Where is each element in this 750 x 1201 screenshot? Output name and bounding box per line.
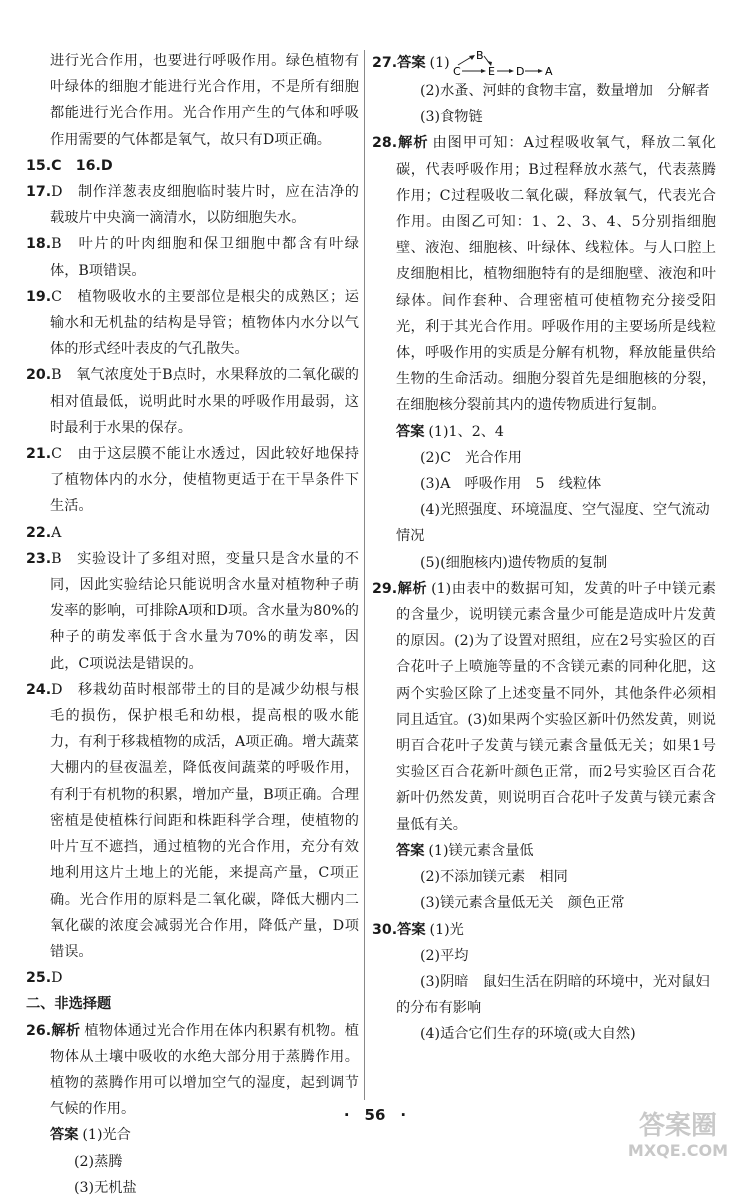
q28-answer-5: (5)(细胞核内)遗传物质的复制 — [420, 554, 608, 571]
q30-answer-4: (4)适合它们生存的环境(或大自然) — [420, 1026, 636, 1043]
q15-16-text: 15.C 16.D — [26, 157, 113, 174]
q20-text: B 氧气浓度处于B点时，水果释放的二氧化碳的相对值最低，说明此时水果的呼吸作用最弱，这时最利于水果的保存。 — [50, 367, 359, 436]
column-divider — [364, 50, 365, 1100]
q17-text: D 制作洋葱表皮细胞临时装片时，应在洁净的载玻片中央滴一滴清水，以防细胞失水。 — [50, 184, 359, 227]
watermark-text-bottom: MXQE.COM — [627, 1141, 729, 1160]
q22-text: A — [51, 524, 62, 541]
q27-label: 答案 — [397, 55, 426, 71]
diagram-node-3: D — [515, 65, 525, 78]
q30 — [372, 917, 716, 943]
q18-text: B 叶片的叶肉细胞和保卫细胞中都含有叶绿体，B项错误。 — [50, 236, 359, 279]
q18 — [26, 231, 359, 283]
q25 — [26, 965, 359, 991]
q22 — [26, 520, 359, 546]
q28-answer-1-text: (1)1、2、4 — [428, 423, 504, 440]
q29-answer-1-text: (1)镁元素含量低 — [428, 842, 534, 859]
diagram-node-4: A — [544, 65, 553, 78]
q26-text: 植物体通过光合作用在体内积累有机物。植物体从土壤中吸收的水绝大部分用于蒸腾作用。植物的蒸腾作用可以增加空气的湿度，起到调节气候的作用。 — [50, 1022, 359, 1118]
q26-answer-2: (2)蒸腾 — [74, 1153, 123, 1170]
q19-text: C 植物吸收水的主要部位是根尖的成熟区；运输水和无机盐的结构是导管；植物体内水分以气体的形式经叶表皮的气孔散失。 — [50, 288, 359, 358]
q18-number: 18. — [26, 236, 52, 253]
diagram-node-1: C — [452, 65, 461, 78]
q19-number: 19. — [26, 288, 52, 305]
q28-number: 28. — [372, 135, 398, 152]
q26-label: 解析 — [51, 1022, 81, 1039]
q27-number: 27. — [372, 55, 398, 71]
q21-text: C 由于这层膜不能让水透过，因此较好地保持了植物体内的水分，使植物更适于在干旱条件下生活。 — [50, 446, 359, 515]
q30-answer-2: (2)平均 — [420, 947, 469, 964]
q26-answer-1 — [26, 1122, 359, 1148]
q29-answer-1 — [372, 838, 716, 864]
q14-continuation: 进行光合作用，也要进行呼吸作用。绿色植物有叶绿体的细胞才能进行光合作用，不是所有细胞都能进行光合作用。光合作用产生的气体和呼吸作用需要的气体都是氧气，故只有D项正确。 — [50, 53, 359, 148]
q28-text: 由图甲可知：A过程吸收氧气，释放二氧化碳，代表呼吸作用；B过程释放水蒸气，代表蒸腾作用；C过程吸收二氧化碳，释放氧气，代表光合作用。由图乙可知：1、2、3、4、5分别指细胞壁、液泡、细胞核、叶绿体、线粒体。与人口腔上皮细胞相比，植物细胞特有的是细胞壁、液泡和叶绿体。间作套种、合理密植可使植物充分接受阳光，利于其光合作用。呼吸作用的主要场所是线粒体，呼吸作用的实质是分解有机物，释放能量供给生物的生命活动。细胞分裂首先是细胞核的分裂，在细胞核分裂前其内的遗传物质进行复制。 — [396, 135, 716, 414]
q26-number: 26. — [26, 1022, 52, 1039]
page-number: · 56 · — [343, 1106, 407, 1124]
q27-answer-3: (3)食物链 — [420, 109, 483, 126]
q30-answer-1: (1)光 — [429, 921, 464, 938]
q24-text: D 移栽幼苗时根部带土的目的是减少幼根与根毛的损伤，保护根毛和幼根，提高根的吸水能力，有利于移栽植物的成活，A项正确。增大蔬菜大棚内的昼夜温差，降低夜间蔬菜的呼吸作用，有利于有机物的积累，增加产量，B项正确。合理密植是使植株行间距和株距科学合理，使植物的叶片互不遮挡，通过植物的光合作用，充分有效地利用这片土地上的光能，来提高产量，C项正确。光合作用的原料是二氧化碳，降低大棚内二氧化碳的浓度会减弱光合作用，降低产量，D项错误。 — [50, 681, 359, 960]
q22-number: 22. — [26, 524, 52, 541]
diagram-node-2: E — [487, 65, 495, 78]
q30-answer-3: (3)阴暗 鼠妇生活在阴暗的环境中，光对鼠妇的分布有影响 — [396, 973, 710, 1017]
arrowhead-d-a — [538, 69, 543, 73]
q28-answer-label: 答案 — [396, 423, 425, 440]
diagram-node-top: B — [475, 49, 484, 62]
q24-number: 24. — [26, 681, 52, 698]
q29-answer-label: 答案 — [396, 842, 425, 859]
watermark-logo — [612, 1104, 744, 1160]
q17 — [26, 179, 359, 231]
q29-answer-2: (2)不添加镁元素 相同 — [420, 869, 568, 886]
q29-number: 29. — [372, 580, 398, 597]
right-column — [372, 48, 716, 1048]
q19 — [26, 284, 359, 363]
q28-label: 解析 — [397, 135, 429, 152]
q28-answer-2: (2)C 光合作用 — [420, 449, 522, 466]
q26-answer-1-text: (1)光合 — [82, 1127, 131, 1144]
q29-label: 解析 — [397, 580, 428, 597]
q27-answer-1-prefix: (1) — [429, 55, 450, 71]
q28-answer-3: (3)A 呼吸作用 5 线粒体 — [420, 476, 602, 493]
section-heading: 二、非选择题 — [26, 996, 112, 1013]
q24 — [26, 677, 359, 965]
q27-answer-2: (2)水蚤、河蚌的食物丰富，数量增加 分解者 — [420, 83, 710, 99]
q17-number: 17. — [26, 184, 52, 201]
q23 — [26, 546, 359, 677]
q21-number: 21. — [26, 446, 52, 463]
q27 — [372, 48, 716, 78]
q29-text: (1)由表中的数据可知，发黄的叶子中镁元素的含量少，说明镁元素含量少可能是造成叶片发黄的原因。(2)为了设置对照组，应在2号实验区的百合花叶子上喷施等量的不含镁元素的同种化肥，这两个实验区除了上述变量不同外，其他条件必须相同且适宜。(3)如果两个实验区新叶仍然发黄，则说明百合花叶子发黄与镁元素含量低无关；如果1号实验区百合花新叶颜色正常，而2号实验区百合花新叶仍然发黄，则说明百合花叶子发黄与镁元素含量低有关。 — [396, 580, 716, 833]
q29 — [372, 576, 716, 838]
watermark-text-top: 答案圈 — [638, 1111, 718, 1141]
left-column — [26, 48, 359, 1201]
q29-answer-3: (3)镁元素含量低无关 颜色正常 — [420, 895, 625, 912]
q30-label: 答案 — [397, 921, 426, 938]
q28-answer-1 — [372, 419, 716, 445]
q21 — [26, 441, 359, 520]
q23-text: B 实验设计了多组对照，变量只是含水量的不同，因此实验结论只能说明含水量对植物种子萌发率的影响，可排除A项和D项。含水量为80%的种子的萌发率低于含水量为70%的萌发率，因此，C项说法是错误的。 — [50, 550, 359, 672]
arrowhead-c-e — [481, 69, 486, 73]
arrowhead-e-d — [509, 69, 514, 73]
food-chain-diagram — [450, 48, 562, 78]
q28 — [372, 130, 716, 418]
q28-answer-4: (4)光照强度、环境温度、空气湿度、空气流动情况 — [396, 502, 710, 545]
q25-number: 25. — [26, 970, 52, 987]
q26-answer-3: (3)无机盐 — [74, 1179, 137, 1196]
q15-16 — [26, 153, 359, 179]
q25-text: D — [51, 970, 63, 987]
q23-number: 23. — [26, 550, 52, 567]
q30-number: 30. — [372, 921, 398, 938]
q20-number: 20. — [26, 367, 52, 384]
q26-answer-label: 答案 — [50, 1127, 79, 1144]
q20 — [26, 362, 359, 441]
